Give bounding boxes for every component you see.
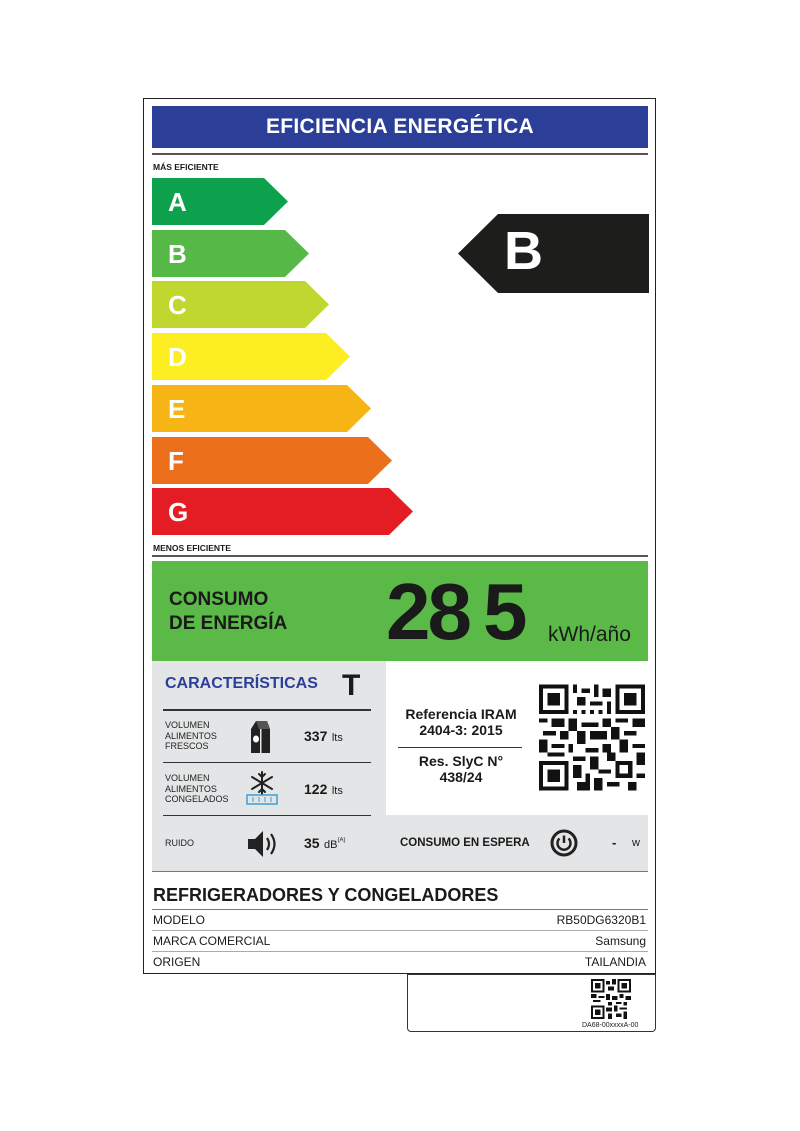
- consumption-label: CONSUMO DE ENERGÍA: [169, 589, 288, 634]
- noise-label: RUIDO: [165, 838, 194, 848]
- scale-bar-g: [152, 488, 413, 535]
- divider: [152, 555, 648, 557]
- reference-panel: [386, 661, 648, 815]
- most-efficient-label: MÁS EFICIENTE: [153, 162, 219, 172]
- origin-label: ORIGEN: [153, 955, 201, 969]
- origin-value: TAILANDIA: [584, 955, 646, 969]
- scale-bar-b: [152, 230, 309, 277]
- consumption-unit: kWh/año: [548, 623, 631, 646]
- footer-box: [407, 974, 656, 1032]
- scale-bar-e: [152, 385, 371, 432]
- divider: [152, 951, 648, 952]
- divider: [163, 762, 371, 763]
- qr-code: [539, 684, 645, 791]
- brand-value: Samsung: [595, 934, 646, 948]
- climate-class: T: [342, 669, 361, 702]
- characteristics-panel: [152, 661, 386, 871]
- divider: [152, 909, 648, 910]
- scale-letter: C: [168, 290, 187, 320]
- footer-code: DA68-00xxxxA-00: [582, 1022, 639, 1029]
- model-value: RB50DG6320B1: [556, 913, 646, 927]
- footer-qr-code: [591, 979, 631, 1019]
- scale-bar-f: [152, 437, 392, 484]
- scale-bar-d: [152, 333, 350, 380]
- standby-value: -: [612, 835, 617, 850]
- power-icon: [550, 829, 578, 862]
- frozen-volume-label: VOLUMEN ALIMENTOS CONGELADOS: [165, 773, 229, 804]
- energy-consumption-panel: [152, 561, 648, 661]
- product-category: REFRIGERADORES Y CONGELADORES: [153, 885, 499, 905]
- label-title: EFICIENCIA ENERGÉTICA: [152, 106, 648, 148]
- speaker-icon: [246, 829, 282, 864]
- fresh-volume-label: VOLUMEN ALIMENTOS FRESCOS: [165, 720, 217, 751]
- divider: [152, 871, 648, 872]
- least-efficient-label: MENOS EFICIENTE: [153, 543, 231, 553]
- standby-label: CONSUMO EN ESPERA: [400, 837, 530, 849]
- scale-letter: B: [168, 239, 187, 269]
- rating-letter: B: [504, 221, 543, 281]
- divider: [152, 153, 648, 155]
- divider: [163, 815, 371, 816]
- divider: [152, 930, 648, 931]
- scale-bar-c: [152, 281, 329, 328]
- standby-unit: w: [632, 837, 640, 849]
- brand-label: MARCA COMERCIAL: [153, 934, 271, 948]
- fresh-volume-value: 337 lts: [304, 728, 343, 744]
- consumption-value: 28 5: [386, 567, 525, 656]
- scale-letter: G: [168, 497, 189, 527]
- divider: [163, 709, 371, 711]
- rating-arrow: [458, 214, 649, 293]
- milk-carton-icon: [248, 719, 272, 760]
- scale-bar-a: [152, 178, 288, 225]
- scale-letter: A: [168, 187, 187, 217]
- model-label: MODELO: [153, 913, 206, 927]
- characteristics-title: CARACTERÍSTICAS: [165, 675, 318, 692]
- scale-letter: D: [168, 342, 187, 372]
- noise-value: 35 $dB^{(A)}$: [304, 835, 346, 851]
- iram-reference: Referencia IRAM 2404-3: 2015: [405, 706, 517, 738]
- standby-panel: [386, 815, 648, 871]
- scale-letter: F: [168, 446, 184, 476]
- divider: [398, 747, 522, 748]
- scale-letter: E: [168, 394, 186, 424]
- energy-label: [143, 98, 656, 974]
- frozen-volume-value: 122 lts: [304, 781, 343, 797]
- snowflake-icon: [244, 770, 280, 811]
- resolution-reference: Res. SlyC N° 438/24: [418, 753, 504, 785]
